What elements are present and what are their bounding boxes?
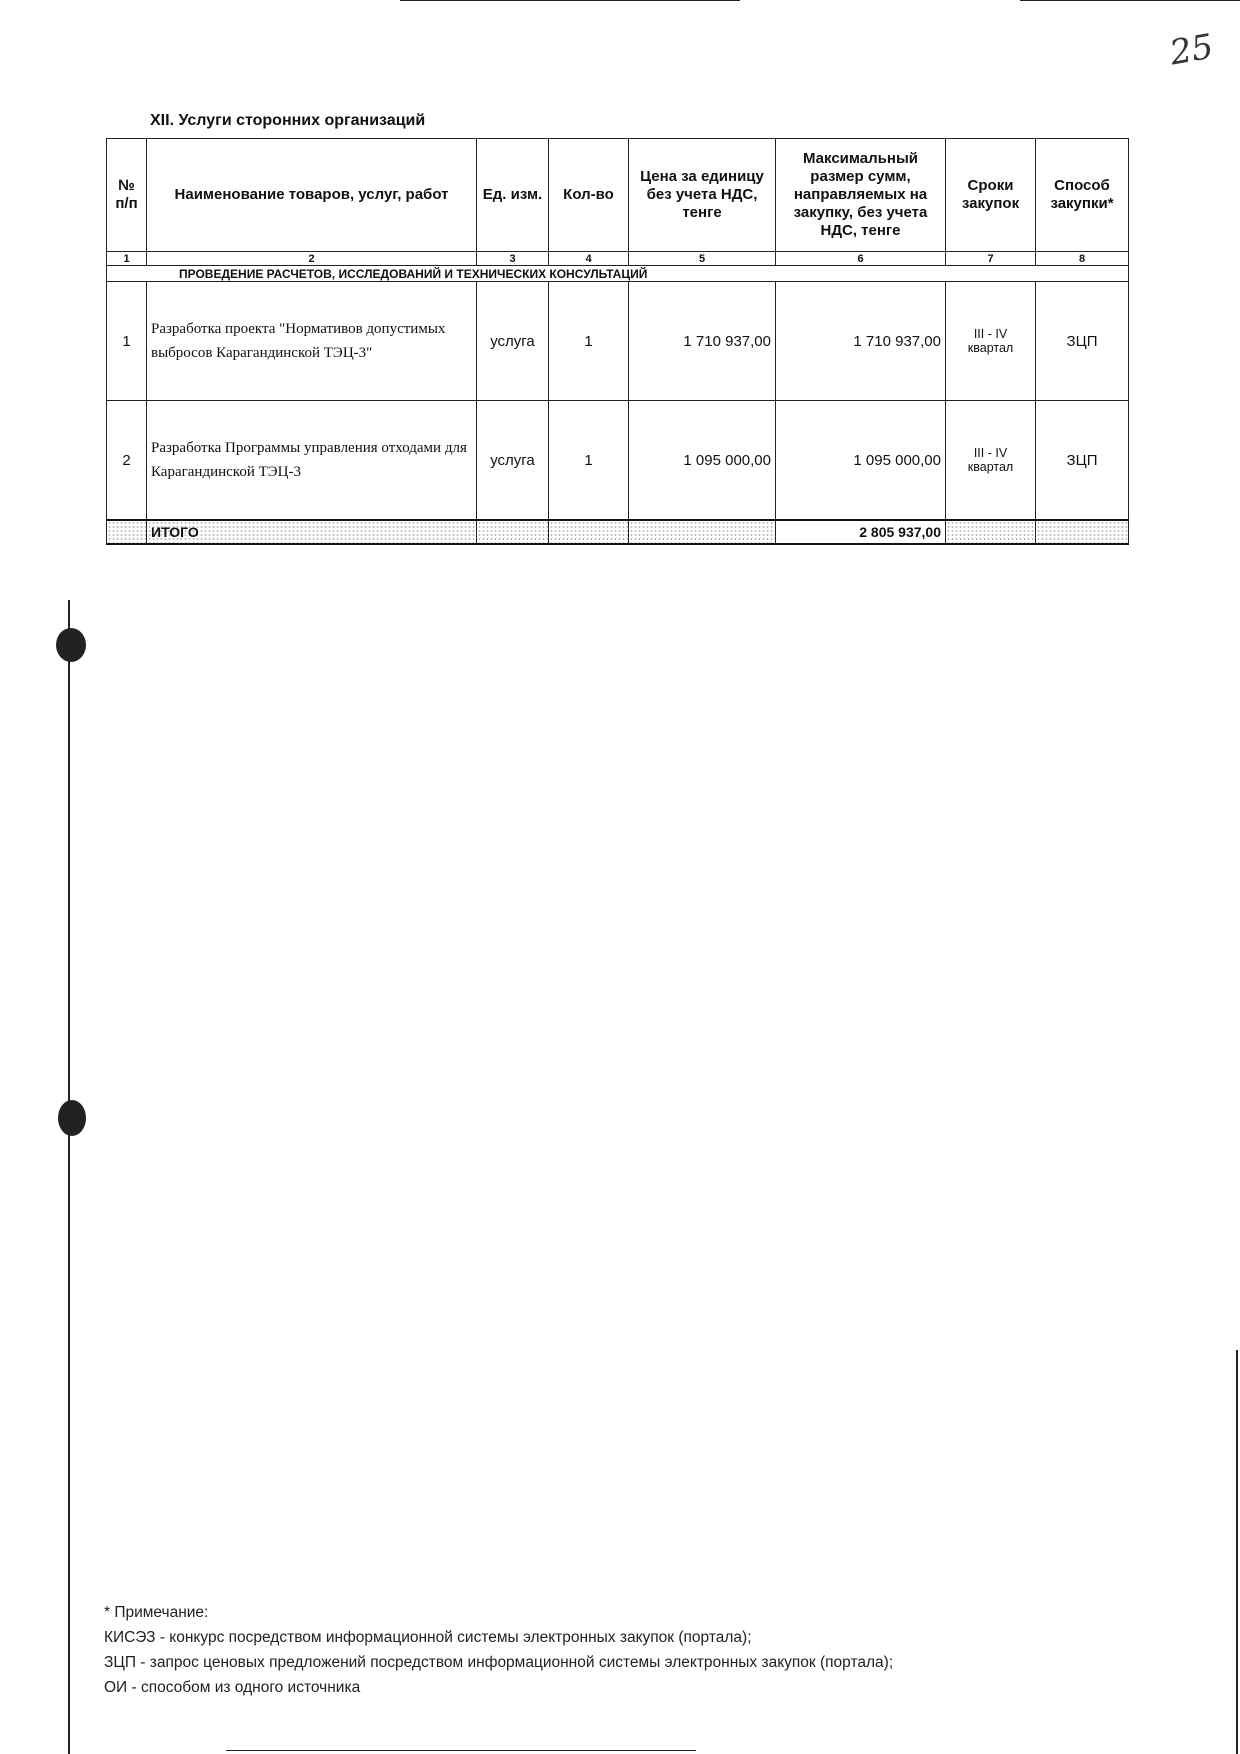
header-qty: Кол-во [549, 139, 629, 252]
column-number: 3 [477, 252, 549, 266]
procurement-table [106, 138, 1129, 545]
total-empty-cell [107, 520, 147, 544]
row-unit: услуга [477, 282, 549, 401]
row-period [946, 282, 1036, 401]
hole-punch-mark [58, 1100, 86, 1136]
scan-edge-left [68, 600, 70, 1754]
row-max-sum: 1 095 000,00 [776, 401, 946, 521]
scan-edge-right [1236, 1350, 1238, 1754]
row-method: ЗЦП [1036, 282, 1129, 401]
header-num: № п/п [107, 139, 147, 252]
header-unit: Ед. изм. [477, 139, 549, 252]
column-number: 8 [1036, 252, 1129, 266]
header-price: Цена за единицу без учета НДС, тенге [629, 139, 776, 252]
total-empty-cell [946, 520, 1036, 544]
notes-block [104, 1600, 893, 1700]
section-title: XII. Услуги сторонних организаций [150, 112, 426, 129]
total-empty-cell [477, 520, 549, 544]
row-period-quarters: III - IV [973, 327, 1008, 341]
hole-punch-mark [56, 628, 86, 662]
row-period-label: квартал [967, 460, 1014, 474]
row-max-sum: 1 710 937,00 [776, 282, 946, 401]
column-number: 2 [147, 252, 477, 266]
table-header-row [107, 139, 1129, 252]
row-name: Разработка Программы управления отходами для Карагандинской ТЭЦ-3 [147, 401, 477, 521]
group-title: ПРОВЕДЕНИЕ РАСЧЕТОВ, ИССЛЕДОВАНИЙ И ТЕХНИЧЕСКИХ КОНСУЛЬТАЦИЙ [107, 266, 1129, 282]
column-number: 4 [549, 252, 629, 266]
column-number: 7 [946, 252, 1036, 266]
total-row [107, 520, 1129, 544]
header-method: Способ закупки* [1036, 139, 1129, 252]
header-name: Наименование товаров, услуг, работ [147, 139, 477, 252]
header-period: Сроки закупок [946, 139, 1036, 252]
row-price: 1 710 937,00 [629, 282, 776, 401]
total-value: 2 805 937,00 [776, 520, 946, 544]
table-row [107, 401, 1129, 521]
table-row [107, 282, 1129, 401]
row-method: ЗЦП [1036, 401, 1129, 521]
row-qty: 1 [549, 282, 629, 401]
column-number: 6 [776, 252, 946, 266]
group-title-row [107, 266, 1129, 282]
note-line: ЗЦП - запрос ценовых предложений посредством информационной системы электронных закупок (портала); [104, 1654, 894, 1671]
column-number: 5 [629, 252, 776, 266]
scan-edge-top-right [1020, 0, 1240, 1]
row-unit: услуга [477, 401, 549, 521]
total-empty-cell [629, 520, 776, 544]
total-label: ИТОГО [147, 520, 477, 544]
row-period-label: квартал [967, 341, 1014, 355]
header-max-sum: Максимальный размер сумм, направляемых на закупку, без учета НДС, тенге [776, 139, 946, 252]
row-num: 2 [107, 401, 147, 521]
row-qty: 1 [549, 401, 629, 521]
total-empty-cell [1036, 520, 1129, 544]
row-period-quarters: III - IV [973, 446, 1008, 460]
row-num: 1 [107, 282, 147, 401]
column-numbers-row [107, 252, 1129, 266]
scan-edge-top [400, 0, 740, 1]
note-line: КИСЭЗ - конкурс посредством информационной системы электронных закупок (портала); [104, 1629, 752, 1646]
column-number: 1 [107, 252, 147, 266]
scan-edge-bottom [226, 1750, 696, 1751]
page-number: 25 [1166, 26, 1217, 74]
row-period [946, 401, 1036, 521]
row-name: Разработка проекта "Нормативов допустимых выбросов Карагандинской ТЭЦ-3" [147, 282, 477, 401]
notes-title: * Примечание: [104, 1604, 209, 1621]
row-price: 1 095 000,00 [629, 401, 776, 521]
total-empty-cell [549, 520, 629, 544]
note-line: ОИ - способом из одного источника [104, 1679, 361, 1696]
